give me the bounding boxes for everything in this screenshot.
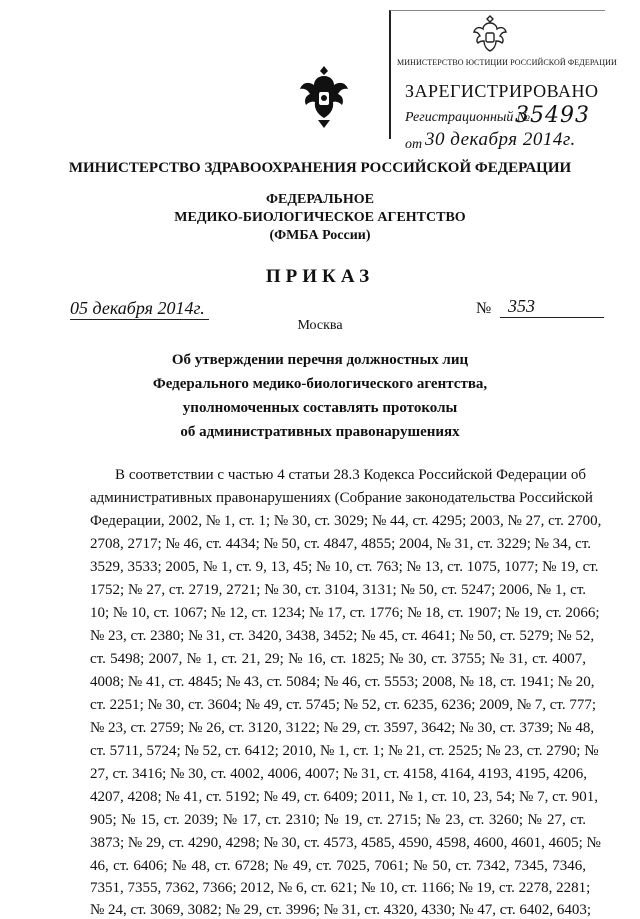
order-city: Москва: [297, 318, 343, 333]
stamp-registration-label: Регистрационный №: [405, 110, 531, 125]
body-text-line: административных правонарушениях (Собрание законодательства Российской: [90, 490, 593, 506]
body-text-line: 27, ст. 3416; № 30, ст. 4002, 4006, 4007; № 31, ст. 4158, 4164, 4193, 4195, 4206,: [90, 766, 587, 782]
order-heading-line: Об утверждении перечня должностных лиц: [171, 352, 469, 368]
agency-name-line: ФЕДЕРАЛЬНОЕ: [265, 192, 374, 207]
ministry-name: МИНИСТЕРСТВО ЗДРАВООХРАНЕНИЯ РОССИЙСКОЙ ФЕДЕРАЦИИ: [68, 160, 572, 176]
body-text-line: 2708, 2717; № 46, ст. 4434; № 50, ст. 4847, 4855; 2004, № 31, ст. 3229; № 34, ст.: [90, 536, 592, 552]
body-text-line: 1752; № 27, ст. 2719, 2721; № 30, ст. 3104, 3131; № 50, ст. 5247; 2006, № 1, ст.: [90, 582, 586, 598]
order-heading-line: уполномоченных составлять протоколы: [182, 400, 458, 416]
document-title: ПРИКАЗ: [265, 266, 375, 287]
stamp-emblem-icon: [471, 13, 509, 57]
stamp-ministry-text: МИНИСТЕРСТВО ЮСТИЦИИ РОССИЙСКОЙ ФЕДЕРАЦИИ: [397, 58, 617, 67]
body-text-line: 4008; № 41, ст. 4845; № 43, ст. 5084; № 46, ст. 5553; 2008, № 18, ст. 1941; № 20,: [90, 674, 595, 690]
order-number-label: №: [476, 300, 492, 317]
order-heading-line: об административных правонарушениях: [180, 424, 460, 440]
body-text-line: Федерации, 2002, № 1, ст. 1; № 30, ст. 3029; № 44, ст. 4295; 2003, № 27, ст. 2700,: [90, 513, 602, 529]
body-text-line: 10; № 10, ст. 1067; № 12, ст. 1234; № 17, ст. 1776; № 18, ст. 1907; № 19, ст. 2066;: [90, 605, 600, 621]
body-text-line: ст. 2251; № 30, ст. 3604; № 49, ст. 5745; № 52, ст. 6235, 6236; 2009, № 7, ст. 777;: [90, 697, 597, 713]
body-text-line: 905; № 15, ст. 2039; № 17, ст. 2310; № 19, ст. 2715; № 23, ст. 3260; № 27, ст.: [90, 812, 586, 828]
body-text-line: 7351, 7355, 7362, 7366; 2012, № 6, ст. 621; № 10, ст. 1166; № 19, ст. 2278, 2281;: [90, 880, 591, 896]
registration-stamp: [389, 10, 617, 152]
stamp-date-prefix: от: [405, 137, 423, 152]
order-number: 353: [500, 296, 604, 318]
agency-name-line: МЕДИКО-БИОЛОГИЧЕСКОЕ АГЕНТСТВО: [174, 210, 466, 225]
body-text-line: 46, ст. 6406; № 48, ст. 6728; № 49, ст. 7025, 7061; № 50, ст. 7342, 7345, 7346,: [90, 858, 586, 874]
body-text-line: ст. 5711, 5724; № 52, ст. 6412; 2010, № 1, ст. 1; № 21, ст. 2525; № 23, ст. 2790; №: [90, 743, 599, 759]
stamp-registration-number: 35493: [515, 103, 590, 128]
body-text-line: 3529, 3533; 2005, № 1, ст. 9, 13, 45; № 10, ст. 763; № 13, ст. 1075, 1077; № 19, ст.: [90, 559, 599, 575]
order-date: 05 декабря 2014г.: [70, 298, 209, 320]
agency-name-line: (ФМБА России): [269, 228, 371, 243]
body-text-line: 3873; № 29, ст. 4290, 4298; № 30, ст. 4573, 4585, 4590, 4598, 4600, 4601, 4605; №: [90, 835, 601, 851]
stamp-title: ЗАРЕГИСТРИРОВАНО: [405, 81, 599, 101]
emblem-icon: [296, 62, 352, 132]
body-text-line: № 24, ст. 3069, 3082; № 29, ст. 3996; № 31, ст. 4320, 4330; № 47, ст. 6402, 6403;: [90, 902, 592, 918]
body-text-line: № 23, ст. 2380; № 31, ст. 3420, 3438, 3452; № 45, ст. 4641; № 50, ст. 5279; № 52,: [90, 628, 595, 644]
body-text-line: В соответствии с частью 4 статьи 28.3 Кодекса Российской Федерации об: [115, 467, 586, 483]
stamp-date: 30 декабря 2014г.: [425, 129, 576, 150]
body-text-line: 4207, 4208; № 41, ст. 5192; № 49, ст. 6409; 2011, № 1, ст. 10, 23, 54; № 7, ст. 901,: [90, 789, 598, 805]
body-text-line: № 23, ст. 2759; № 26, ст. 3120, 3122; № 29, ст. 3597, 3642; № 30, ст. 3739; № 48,: [90, 720, 595, 736]
body-text-line: ст. 5498; 2007, № 1, ст. 21, 29; № 16, ст. 1825; № 30, ст. 3755; № 31, ст. 4007,: [90, 651, 586, 667]
order-heading-line: Федерального медико-биологического агентства,: [152, 376, 488, 392]
